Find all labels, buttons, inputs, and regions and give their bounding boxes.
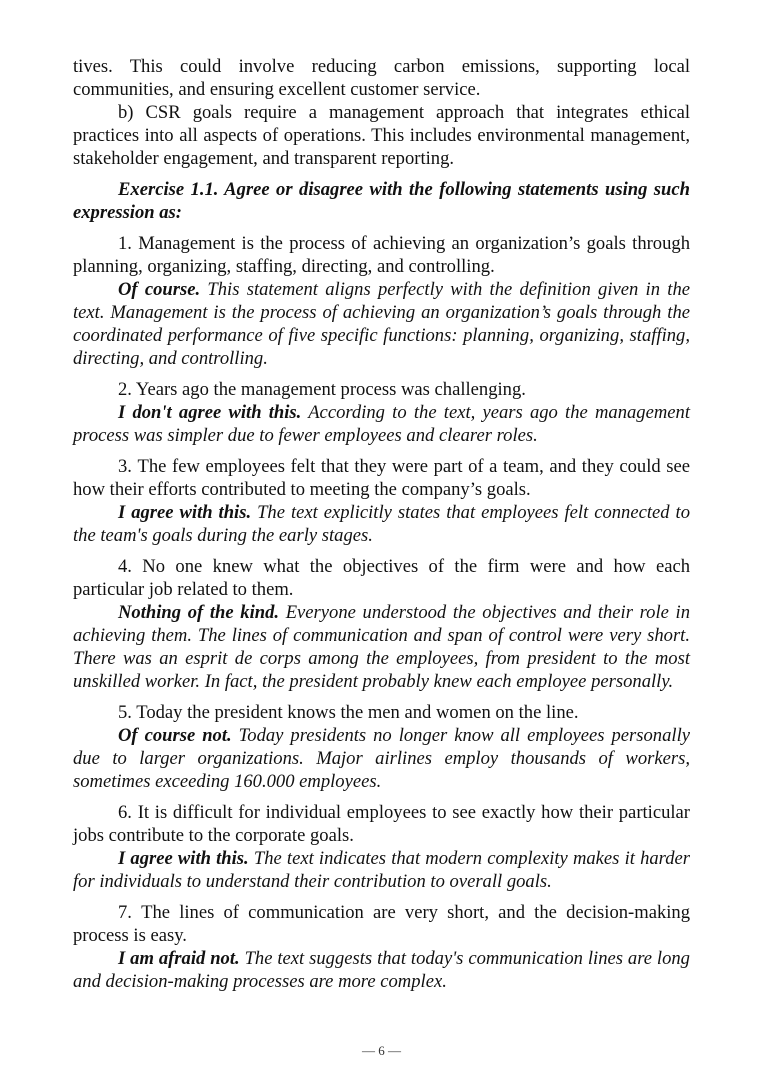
statement: 7. The lines of communication are very short, and the decision-making process is easy.	[73, 902, 690, 946]
answer-text: The text indicates that modern complexity makes it harder for individuals to understand their contribution to overall goals.	[73, 848, 691, 892]
answer-text: Today presidents no longer know all employees personally due to larger organizations. Major airlines employ thousands of workers, sometimes exceeding 160.000 employees.	[73, 725, 690, 792]
answer-text: Everyone understood the objectives and their role in achieving them. The lines of communication and span of control were very short. There was an esprit de corps among the employees, from president to the most unskilled worker. In fact, the president probably knew each employee personally.	[73, 602, 690, 692]
answer-text: According to the text, years ago the management process was simpler due to fewer employees and clearer roles.	[73, 402, 690, 446]
answer-lead: I agree with this.	[118, 502, 252, 523]
page-number: — 6 —	[362, 1043, 401, 1058]
exercise-item-3	[73, 455, 690, 547]
statement: 5. Today the president knows the men and women on the line.	[118, 702, 579, 723]
exercise-item-4	[73, 555, 690, 693]
answer	[73, 401, 690, 447]
exercise-item-5	[73, 701, 690, 793]
answer-text: The text explicitly states that employees felt connected to the team's goals during the early stages.	[73, 502, 691, 546]
exercise-item-7	[73, 901, 690, 993]
exercise-item-1	[73, 232, 690, 370]
exercise-heading	[73, 178, 690, 224]
answer	[73, 278, 690, 370]
statement: 4. No one knew what the objectives of the firm were and how each particular job related to them.	[73, 556, 690, 600]
answer-lead: Of course not.	[118, 725, 232, 746]
answer	[73, 724, 690, 793]
answer-lead: I am afraid not.	[118, 948, 240, 969]
statement: 1. Management is the process of achieving an organization’s goals through planning, organizing, staffing, directing, and controlling.	[73, 233, 690, 277]
document-page	[73, 55, 690, 993]
answer-lead: Of course.	[118, 279, 201, 300]
statement: 3. The few employees felt that they were part of a team, and they could see how their efforts contributed to meeting the company’s goals.	[73, 456, 690, 500]
answer	[73, 847, 690, 893]
exercise-number: Exercise 1.1	[118, 179, 214, 200]
answer	[73, 601, 690, 693]
answer	[73, 501, 690, 547]
statement: 6. It is difficult for individual employees to see exactly how their particular jobs contribute to the corporate goals.	[73, 802, 690, 846]
answer-lead: I agree with this.	[118, 848, 249, 869]
answer-text: The text suggests that today's communication lines are long and decision-making processes are more complex.	[73, 948, 690, 992]
answer	[73, 947, 690, 993]
answer-lead: Nothing of the kind.	[118, 602, 280, 623]
exercise-item-2	[73, 378, 690, 447]
exercise-instruction: . Agree or disagree with the following statements using such expression as:	[73, 179, 690, 223]
intro-continuation: tives. This could involve reducing carbon emissions, supporting local communities, and ensuring excellent customer service.	[73, 56, 690, 100]
answer-text: This statement aligns perfectly with the definition given in the text. Management is the process of achieving an organization’s goals through the coordinated performance of five specific functions: planning, organizing, staffing, directing, and controlling.	[73, 279, 690, 369]
statement: 2. Years ago the management process was challenging.	[118, 379, 526, 400]
intro-item-b: b) CSR goals require a management approach that integrates ethical practices into all aspects of operations. This includes environmental management, stakeholder engagement, and transparent reporting.	[73, 102, 690, 169]
exercise-item-6	[73, 801, 690, 893]
answer-lead: I don't agree with this.	[118, 402, 302, 423]
